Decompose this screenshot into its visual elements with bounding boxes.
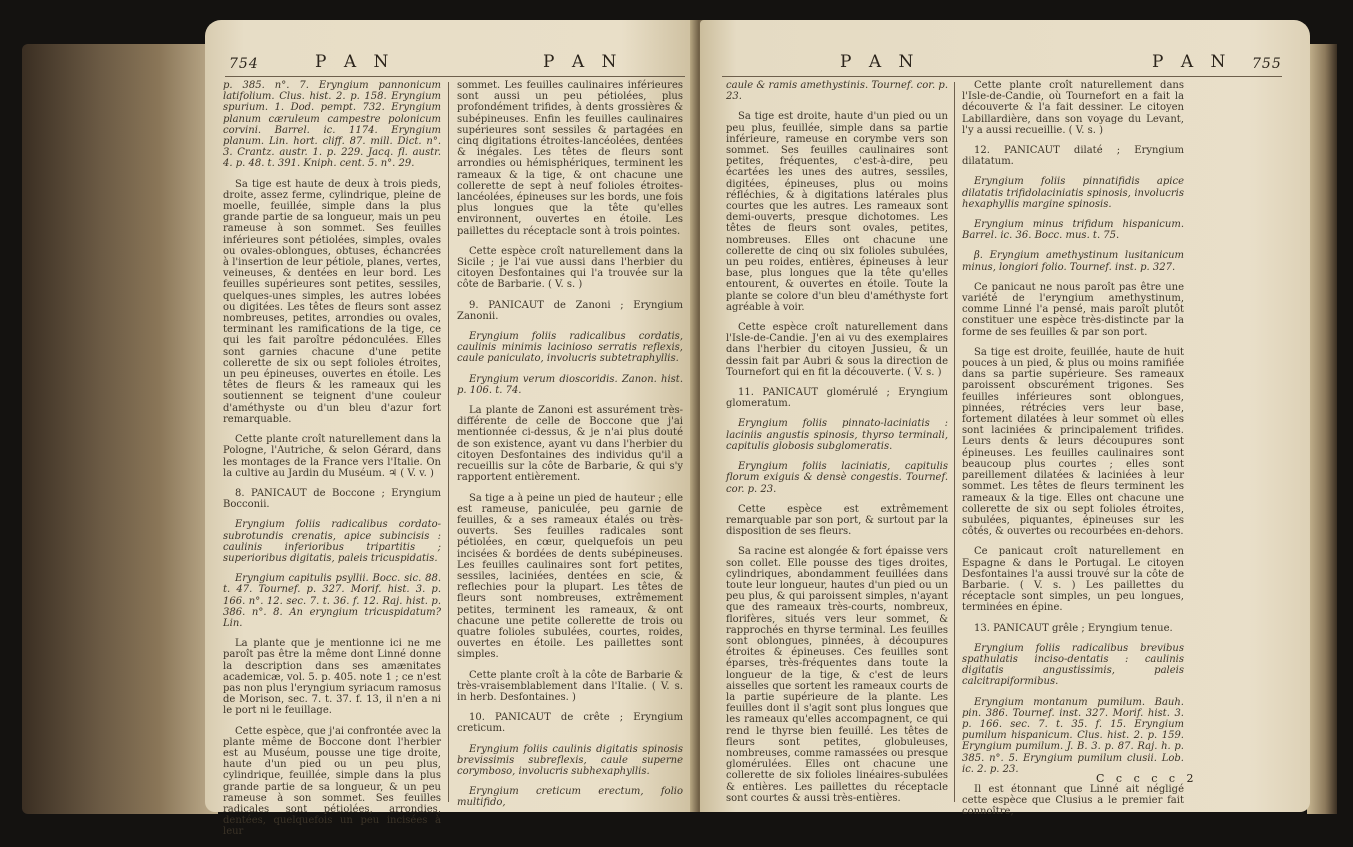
paragraph: Cette espèce est extrêmement remarquable par son port, & surtout par la disposition de ses fleurs.	[726, 503, 948, 538]
left-column-2	[457, 80, 683, 818]
paragraph: β. Eryngium amethystinum lusitanicum minus, longiori folio. Tournef. inst. p. 327.	[962, 250, 1184, 273]
paragraph: 11. PANICAUT glomérulé ; Eryngium glomeratum.	[726, 387, 948, 410]
left-running-title-a: P A N	[315, 52, 395, 72]
paragraph: Il est étonnant que Linné ait négligé cette espèce que Clusius a le premier fait connoître,	[962, 783, 1184, 818]
paragraph: Eryngium creticum erectum, folio multifido,	[457, 786, 683, 809]
right-running-title-b: P A N	[1152, 52, 1232, 72]
paragraph: Ce panicaut croît naturellement en Espagne & dans le Portugal. Le citoyen Desfontaines l'a aussi trouvé sur la côte de Barbarie. ( V. s. ) Les paillettes du réceptacle sont simples, un peu longues, terminées en épine.	[962, 546, 1184, 614]
right-running-title-a: P A N	[840, 52, 920, 72]
right-column-2	[962, 80, 1184, 827]
right-page	[700, 20, 1310, 818]
paragraph: 9. PANICAUT de Zanoni ; Eryngium Zanonii.	[457, 299, 683, 322]
paragraph: La plante que je mentionne ici ne me paroît pas être la même dont Linné donne la description dans ses amænitates academicæ, vol. 5. p. 405. note 1 ; ce n'est pas non plus l'eryngium syriacum ramosus de Morison, sec. 7. t. 37. f. 13, il n'en a ni le port ni le feuillage.	[223, 638, 441, 717]
paragraph: Eryngium montanum pumilum. Bauh. pin. 386. Tournef. inst. 327. Morif. hist. 3. p. 166. sec. 7. t. 35. f. 15. Eryngium pumilum hispanicum. Clus. hist. 2. p. 159. Eryngium pumilum. J. B. 3. p. 87. Raj. h. p. 385. n°. 5. Eryngium pumilum clusii. Lob. ic. 2. p. 23.	[962, 696, 1184, 775]
paragraph: Sa tige est haute de deux à trois pieds, droite, assez ferme, cylindrique, pleine de moelle, feuillée, simple dans la plus grande partie de sa longueur, mais un peu rameuse à son sommet. Ses feuilles inférieures sont pétiolées, simples, ovales ou ovales-oblongues, obtuses, échancrées à l'insertion de leur pétiole, planes, vertes, veineuses, & dentées en leur bord. Les feuilles supérieures sont petites, sessiles, quelques-unes simples, les autres lobées ou digitées. Les têtes de fleurs sont assez nombreuses, petites, arrondies ou ovales, terminant les ramifications de la tige, ce qui les fait paroître pédonculées. Elles sont garnies chacune d'une petite collerette de six ou sept folioles étroites, un peu épineuses, ouvertes en étoile. Les têtes de fleurs & les rameaux qui les soutiennent se teignent d'une couleur d'améthyste ou d'un bleu d'azur fort remarquable.	[223, 178, 441, 425]
paragraph: Cette espèce croît naturellement dans l'Isle-de-Candie. J'en ai vu des exemplaires dans l'herbier du citoyen Jussieu, & un dessin fait par Aubri & sous la direction de Tournefort qui en fit la découverte. ( V. s. )	[726, 322, 948, 378]
left-column-divider	[448, 82, 449, 802]
paragraph: Cette espèce, que j'ai confrontée avec la plante même de Boccone dont l'herbier est au Muséum, pousse une tige droite, haute d'un pied ou un peu plus, cylindrique, feuillée, simple dans la plus grande partie de sa longueur, & un peu rameuse à son sommet. Ses feuilles radicales sont pétiolées, arrondies, dentées, quelquefois un peu incisées à leur	[223, 725, 441, 838]
paragraph: caule & ramis amethystinis. Tournef. cor. p. 23.	[726, 80, 948, 103]
paragraph: Cette espèce croît naturellement dans la Sicile ; je l'ai vue aussi dans l'herbier du citoyen Desfontaines qui l'a trouvée sur la côte de Barbarie. ( V. s. )	[457, 245, 683, 291]
paragraph: Eryngium verum dioscoridis. Zanon. hist. p. 106. t. 74.	[457, 373, 683, 396]
paragraph: Cette plante croît naturellement dans la Pologne, l'Autriche, & selon Gérard, dans les montages de la France vers l'Italie. On la cultive au Jardin du Muséum. ♃ ( V. v. )	[223, 434, 441, 479]
paragraph: Eryngium foliis radicalibus brevibus spathulatis inciso-dentatis : caulinis digitatis angustissimis, paleis calcitrapiformibus.	[962, 642, 1184, 688]
paragraph: 8. PANICAUT de Boccone ; Eryngium Bocconii.	[223, 487, 441, 511]
paragraph: 12. PANICAUT dilaté ; Eryngium dilatatum.	[962, 145, 1184, 168]
right-page-number: 755	[1252, 56, 1282, 72]
paragraph: Eryngium foliis radicalibus cordatis, caulinis minimis lacinioso serratis reflexis, caule paniculato, involucris subtetraphyllis.	[457, 331, 683, 365]
paragraph: Eryngium capitulis psyllii. Bocc. sic. 88. t. 47. Tournef. p. 327. Morif. hist. 3. p. 166. n°. 12. sec. 7. t. 36. f. 12. Raj. hist. p. 386. n°. 8. An eryngium tricuspidatum? Lin.	[223, 573, 441, 629]
paragraph: Sa tige a à peine un pied de hauteur ; elle est rameuse, paniculée, peu garnie de feuilles, & a ses rameaux étalés ou très-ouverts. Ses feuilles radicales sont pétiolées, en cœur, quelquefois un peu incisées & bordées de dents subépineuses. Les feuilles caulinaires sont fort petites, sessiles, laciniées, dentées en scie, & reflechies pour la plupart. Les têtes de fleurs sont nombreuses, extrêmement petites, terminent les rameaux, & ont chacune une petite collerette de trois ou quatre folioles subulées, courtes, roides, ouvertes en étoile. Les paillettes sont simples.	[457, 492, 683, 661]
right-column-divider	[954, 82, 955, 802]
paragraph: Eryngium foliis radicalibus cordato-subrotundis crenatis, apice subincisis : caulinis inferioribus tripartitis ; superioribus digitatis, paleis tricuspidatis.	[223, 519, 441, 564]
paragraph: Sa tige est droite, haute d'un pied ou un peu plus, feuillée, simple dans sa partie inférieure, rameuse en corymbe vers son sommet. Ses feuilles caulinaires sont petites, fréquentes, c'est-à-dire, peu écartées les unes des autres, sessiles, digitées, épineuses, plus ou moins réfléchies, & à digitations latérales plus courtes que les autres. Les rameaux sont demi-ouverts, presque dichotomes. Les têtes de fleurs sont ovales, petites, nombreuses. Elles ont chacune une collerette de cinq ou six folioles subulées, un peu roides, entières, épineuses à leur base, plus longues que la tête qu'elles entourent, & ouvertes en étoile. Toute la plante se colore d'un bleu d'améthyste fort agréable à voir.	[726, 111, 948, 313]
paragraph: Eryngium foliis laciniatis, capitulis florum exiguis & densè congestis. Tournef. cor. p. 23.	[726, 461, 948, 495]
right-page-edges	[1307, 44, 1337, 814]
paragraph: Cette plante croît naturellement dans l'Isle-de-Candie, où Tournefort en a fait la découverte & l'a fait dessiner. Le citoyen Labillardière, dans son voyage du Levant, l'y a aussi recueillie. ( V. s. )	[962, 80, 1184, 136]
paragraph: Cette plante croît à la côte de Barbarie & très-vraisemblablement dans l'Italie. ( V. s. in herb. Desfontaines. )	[457, 669, 683, 703]
right-header-rule	[722, 76, 1282, 77]
paragraph: La plante de Zanoni est assurément très-différente de celle de Boccone que j'ai mentionnée ci-dessus, & je n'ai plus douté de son existence, ayant vu dans l'herbier du citoyen Desfontaines des individus qu'il a recueillis sur la côte de Barbarie, & qui s'y rapportent entièrement.	[457, 405, 683, 484]
paragraph: Sa racine est alongée & fort épaisse vers son collet. Elle pousse des tiges droites, cylindriques, abondamment feuillées dans toute leur longueur, hautes d'un pied ou un peu plus, & qui paroissent simples, n'ayant que des rameaux très-courts, nombreux, florifères, situés vers leur sommet, & rapprochés en thyrse terminal. Les feuilles sont oblongues, pinnées, à découpures étroites & épineuses. Ces feuilles sont éparses, très-fréquentes dans toute la longueur de la tige, & c'est de leurs aisselles que sortent les rameaux courts de la partie supérieure de la plante. Les feuilles dont il s'agit sont plus longues que les rameaux qu'elles accompagnent, ce qui rend le thyrse bien feuillé. Les têtes de fleurs sont petites, globuleuses, nombreuses, comme ramassées ou presque glomérulées. Elles ont chacune une collerette de six folioles linéaires-subulées & entières. Les paillettes du réceptacle sont courtes & aussi très-entières.	[726, 546, 948, 804]
left-page-edges	[22, 44, 218, 814]
right-column-1	[726, 80, 948, 813]
paragraph: sommet. Les feuilles caulinaires inférieures sont aussi un peu pétiolées, plus profondément trifides, à dents grossières & subépineuses. Enfin les feuilles caulinaires supérieures sont sessiles & partagées en cinq digitations étroites-lancéolées, dentées & inégales. Les têtes de fleurs sont arrondies ou hémisphériques, terminent les rameaux & la tige, & ont chacune une collerette de sept à neuf folioles étroites-lancéolées, épineuses sur les bords, une fois plus longues que la tête qu'elles environnent, ouvertes en étoile. Les paillettes du réceptacle sont à trois pointes.	[457, 80, 683, 237]
left-column-1	[223, 80, 441, 847]
paragraph: Eryngium foliis pinnato-laciniatis : laciniis angustis spinosis, thyrso terminali, capitulis globosis subglomeratis.	[726, 418, 948, 452]
paragraph: 13. PANICAUT grêle ; Eryngium tenue.	[974, 622, 1173, 634]
paragraph: Ce panicaut ne nous paroît pas être une variété de l'eryngium amethystinum, comme Linné l'a pensé, mais paroît plutôt constituer une espèce très-distincte par la forme de ses feuilles & par son port.	[962, 281, 1184, 338]
left-running-title-b: P A N	[543, 52, 623, 72]
left-page	[205, 20, 695, 838]
paragraph: Eryngium foliis caulinis digitatis spinosis brevissimis subreflexis, caule superne corymboso, involucris subhexaphyllis.	[457, 743, 683, 777]
paragraph: Eryngium foliis pinnatifidis apice dilatatis trifidolaciniatis spinosis, involucris hexaphyllis margine spinosis.	[962, 176, 1184, 210]
left-header-rule	[225, 76, 685, 77]
paragraph: 10. PANICAUT de crête ; Eryngium creticum.	[457, 712, 683, 735]
paragraph: Sa tige est droite, feuillée, haute de huit pouces à un pied, & plus ou moins ramifiée dans sa partie supérieure. Ses rameaux paroissent obscurément trigones. Ses feuilles inférieures sont oblongues, pinnées, rétrécies vers leur base, fortement dilatées à leur sommet où elles sont laciniées & principalement trifides. Leurs dents & leurs découpures sont épineuses. Les feuilles caulinaires sont beaucoup plus courtes ; elles sont pareillement dilatées & laciniées à leur sommet. Les têtes de fleurs terminent les rameaux & la tige. Elles ont chacune une collerette de six ou sept folioles étroites, subulées, piquantes, épineuses sur les côtés, & ouvertes ou recourbées en-dehors.	[962, 346, 1184, 538]
paragraph: p. 385. n°. 7. Eryngium pannonicum latifolium. Clus. hist. 2. p. 158. Eryngium spurium. 1. Dod. pempt. 732. Eryngium planum cæruleum campestre polonicum corvini. Barrel. ic. 1174. Eryngium planum. Lin. hort. cliff. 87. mill. Dict. n°. 3. Crantz. austr. 1. p. 229. Jacq. fl. austr. 4. p. 48. t. 391. Kniph. cent. 5. n°. 29.	[223, 80, 441, 170]
printer-signature: C c c c c 2	[1096, 772, 1198, 785]
left-page-number: 754	[229, 56, 259, 72]
paragraph: Eryngium minus trifidum hispanicum. Barrel. ic. 36. Bocc. mus. t. 75.	[962, 219, 1184, 242]
